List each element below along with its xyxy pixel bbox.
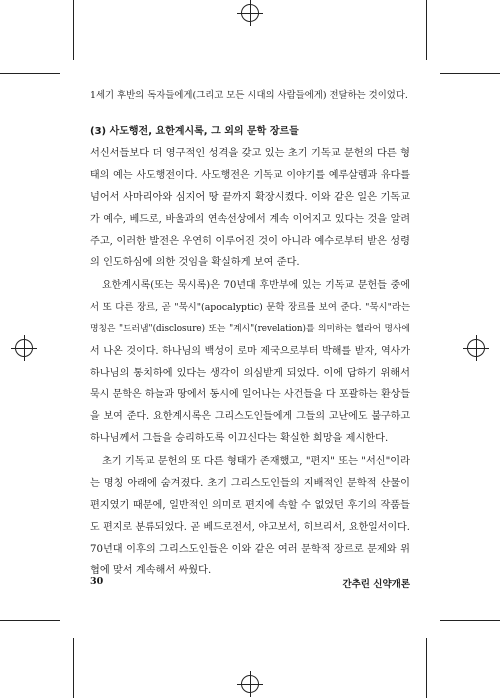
crop-mark — [0, 73, 60, 74]
text-line: 요한계시록(또는 묵시록)은 70년대 후반부에 있는 기독교 문헌들 중에 — [102, 280, 410, 291]
crop-mark — [73, 638, 74, 698]
heading-text: (3) 사도행전, 요한계시록, 그 외의 문학 장르들 — [90, 126, 299, 137]
text-line: 협에 맞서 계속해서 싸웠다. — [90, 565, 212, 577]
crop-mark — [0, 620, 60, 621]
text-line: 명칭은 "드러냄"(disclosure) 또는 "계시"(revelation)를 의미하는 헬라어 명사에 — [90, 323, 410, 334]
text-line: 의 인도하심에 의한 것임을 확실하게 보여 준다. — [90, 257, 300, 269]
text-line: 70년대 이후의 그리스도인들은 이와 같은 여러 문학적 장르로 문제와 위 — [90, 543, 410, 555]
registration-mark-icon — [241, 4, 259, 22]
text-line: 서 또 다른 장르, 곧 "묵시"(apocalyptic) 문학 장르를 보여 준다. "묵시"라는 — [90, 301, 410, 313]
text-line: 가 예수, 베드로, 바울과의 연속선상에서 계속 이어지고 있다는 것을 알려 — [90, 213, 410, 225]
crop-mark — [440, 620, 500, 621]
paragraph-3 — [90, 451, 410, 582]
paragraph-2 — [90, 275, 410, 450]
crop-mark — [73, 0, 74, 60]
registration-mark-icon — [467, 339, 485, 357]
text-line: 주고, 이러한 발전은 우연히 이루어진 것이 아니라 예수로부터 받은 성령 — [90, 235, 410, 247]
registration-mark-icon — [241, 675, 259, 693]
text-line: 서신서들보다 더 영구적인 성격을 갖고 있는 초기 기독교 문헌의 다른 형 — [90, 148, 410, 159]
text-line: 묵시 문학은 하늘과 땅에서 동시에 일어나는 사건들을 다 포괄하는 환상들 — [90, 389, 410, 401]
intro-line — [90, 85, 410, 107]
text-line: 편지였기 때문에, 일반적인 의미로 편지에 속할 수 없었던 후기의 작품들 — [90, 499, 410, 511]
text-line: 도 편지로 분류되었다. 곧 베드로전서, 야고보서, 히브리서, 요한일서이다. — [90, 521, 410, 533]
text-line: 태의 예는 사도행전이다. 사도행전은 기독교 이야기를 예루살렘과 유다를 — [90, 169, 410, 181]
registration-mark-icon — [15, 339, 33, 357]
crop-mark — [426, 638, 427, 698]
text-line: 하나님의 통치하에 있다는 생각이 의심받게 되었다. 이에 답하기 위해서 — [90, 367, 410, 379]
text-line: 초기 기독교 문헌의 또 다른 형태가 존재했고, "편지" 또는 "서신"이라 — [102, 456, 410, 467]
text-line: 는 명칭 아래에 숨겨졌다. 초기 그리스도인들의 지배적인 문학적 산물이 — [90, 477, 410, 489]
running-title: 간추린 신약개론 — [342, 579, 410, 590]
crop-mark — [426, 0, 427, 60]
crop-mark — [440, 73, 500, 74]
text-line: 을 보여 준다. 요한계시록은 그리스도인들에게 그들의 고난에도 불구하고 — [90, 411, 410, 423]
text-line: 넘어서 사마리아와 심지어 땅 끝까지 확장시켰다. 이와 같은 일은 기독교 — [90, 191, 410, 203]
text-line: 1세기 후반의 독자들에게(그리고 모든 시대의 사람들에게) 전달하는 것이었다. — [90, 90, 408, 101]
text-line: 서 나온 것이다. 하나님의 백성이 로마 제국으로부터 박해를 받자, 역사가 — [90, 345, 410, 357]
page-number: 30 — [90, 576, 104, 587]
section-heading — [90, 121, 410, 143]
paragraph-1 — [90, 143, 410, 274]
text-line: 하나님께서 그들을 승리하도록 이끄신다는 확실한 희망을 제시한다. — [90, 433, 389, 445]
